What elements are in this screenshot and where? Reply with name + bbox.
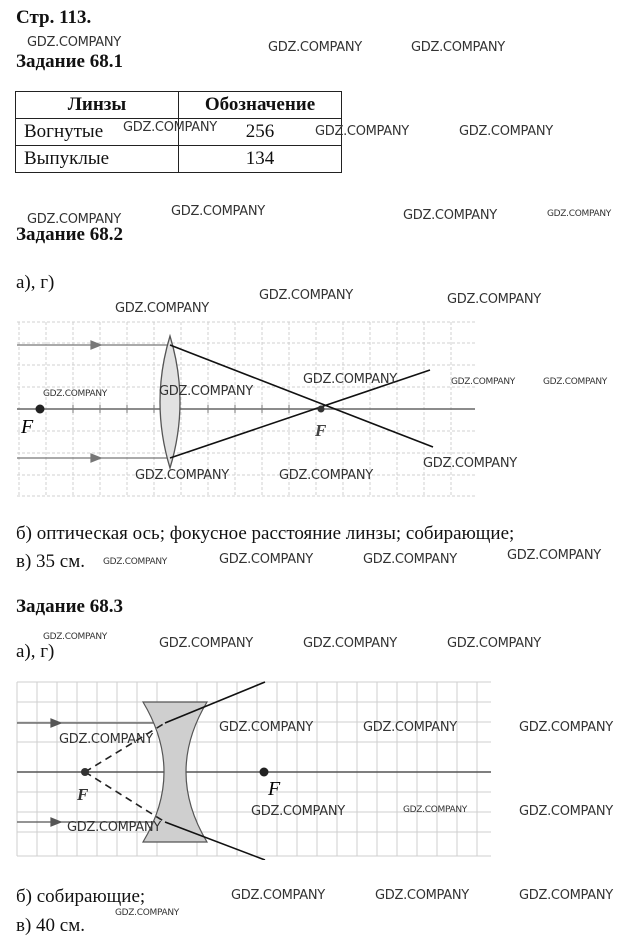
watermark: GDZ.COMPANY	[447, 292, 541, 307]
watermark: GDZ.COMPANY	[547, 209, 612, 219]
watermark: GDZ.COMPANY	[519, 720, 613, 735]
watermark: GDZ.COMPANY	[363, 552, 457, 567]
watermark: GDZ.COMPANY	[375, 888, 469, 903]
watermark: GDZ.COMPANY	[411, 40, 505, 55]
watermark: GDZ.COMPANY	[251, 804, 345, 819]
watermark: GDZ.COMPANY	[279, 468, 373, 483]
watermark: GDZ.COMPANY	[115, 301, 209, 316]
watermark: GDZ.COMPANY	[67, 820, 161, 835]
watermark: GDZ.COMPANY	[135, 468, 229, 483]
incident-rays	[17, 341, 170, 462]
task-68-2-answer-a: а), г)	[16, 272, 55, 293]
refracted-rays	[170, 345, 433, 458]
task-68-1-title: Задание 68.1	[16, 51, 123, 72]
task-68-3-title: Задание 68.3	[16, 596, 123, 617]
convex-lens	[160, 336, 180, 468]
watermark: GDZ.COMPANY	[115, 908, 180, 918]
table-header-designation: Обозначение	[179, 92, 342, 119]
watermark: GDZ.COMPANY	[43, 632, 108, 642]
watermark: GDZ.COMPANY	[315, 124, 409, 139]
table-row	[16, 146, 342, 173]
focus-point-right	[260, 768, 269, 777]
watermark: GDZ.COMPANY	[303, 636, 397, 651]
focus-label-right: F	[315, 421, 327, 440]
task-68-2-answer-c: в) 35 см.	[16, 551, 86, 572]
page-title: Стр. 113.	[16, 7, 92, 28]
focus-point-left	[81, 768, 89, 776]
watermark: GDZ.COMPANY	[403, 805, 468, 815]
task-68-2-title: Задание 68.2	[16, 224, 123, 245]
watermark: GDZ.COMPANY	[259, 288, 353, 303]
focus-label-left: F	[77, 785, 89, 804]
table-cell-name: Вогнутые	[16, 119, 179, 146]
watermark: GDZ.COMPANY	[268, 40, 362, 55]
focus-label-left: F	[21, 416, 34, 438]
watermark: GDZ.COMPANY	[363, 720, 457, 735]
watermark: GDZ.COMPANY	[423, 456, 517, 471]
watermark: GDZ.COMPANY	[27, 212, 121, 227]
watermark: GDZ.COMPANY	[103, 557, 168, 567]
watermark: GDZ.COMPANY	[27, 35, 121, 50]
watermark: GDZ.COMPANY	[159, 636, 253, 651]
watermark: GDZ.COMPANY	[519, 888, 613, 903]
watermark: GDZ.COMPANY	[519, 804, 613, 819]
watermark: GDZ.COMPANY	[123, 120, 217, 135]
watermark: GDZ.COMPANY	[459, 124, 553, 139]
watermark: GDZ.COMPANY	[59, 732, 153, 747]
task-68-3-answer-b: б) собирающие;	[16, 886, 146, 907]
table-cell-value: 134	[179, 146, 342, 173]
table-header-row	[16, 92, 342, 119]
focus-label-right: F	[268, 778, 281, 800]
watermark: GDZ.COMPANY	[447, 636, 541, 651]
watermark: GDZ.COMPANY	[231, 888, 325, 903]
watermark: GDZ.COMPANY	[159, 384, 253, 399]
task-68-2-answer-b: б) оптическая ось; фокусное расстояние линзы; собирающие;	[16, 523, 515, 544]
table-cell-name: Выпуклые	[16, 146, 179, 173]
watermark: GDZ.COMPANY	[219, 552, 313, 567]
task-68-3-answer-c: в) 40 см.	[16, 915, 86, 936]
focus-point-right	[318, 406, 325, 413]
watermark: GDZ.COMPANY	[507, 548, 601, 563]
table-cell-value: 256	[179, 119, 342, 146]
table-header-lenses: Линзы	[16, 92, 179, 119]
task-68-3-answer-a: а), г)	[16, 641, 55, 662]
watermark: GDZ.COMPANY	[543, 377, 608, 387]
watermark: GDZ.COMPANY	[403, 208, 497, 223]
watermark: GDZ.COMPANY	[219, 720, 313, 735]
watermark: GDZ.COMPANY	[171, 204, 265, 219]
converging-lens-diagram	[15, 320, 477, 498]
watermark: GDZ.COMPANY	[43, 389, 108, 399]
focus-point-left	[36, 405, 45, 414]
watermark: GDZ.COMPANY	[451, 377, 516, 387]
watermark: GDZ.COMPANY	[303, 372, 397, 387]
